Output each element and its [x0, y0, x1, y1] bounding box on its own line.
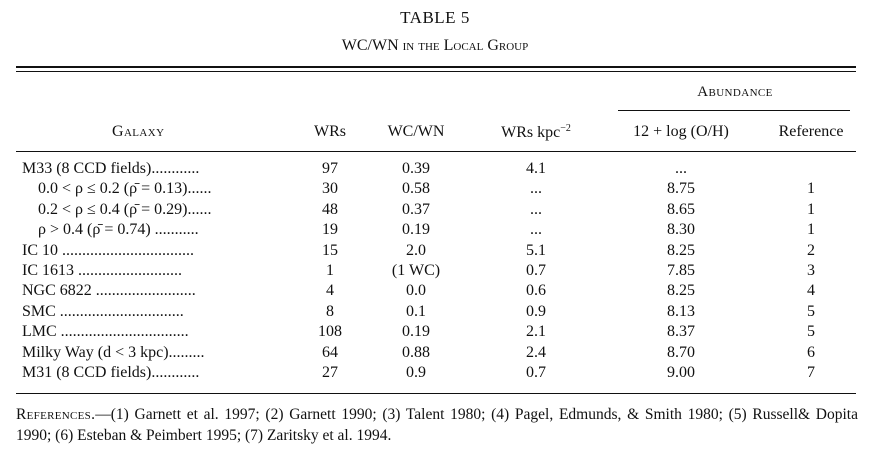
cell-wrs-kpc: 5.1: [526, 241, 546, 259]
cell-galaxy: M33 (8 CCD fields)............: [22, 160, 200, 177]
references-note: [16, 404, 858, 446]
cell-wrs: 19: [322, 221, 338, 239]
table-row: [0, 344, 870, 364]
top-double-rule-1: [16, 66, 856, 68]
abundance-group-header: Abundance: [697, 84, 773, 100]
table-title: WC/WN in the Local Group: [341, 37, 529, 54]
cell-galaxy: M31 (8 CCD fields)............: [22, 364, 200, 381]
cell-wrs: 48: [322, 200, 338, 218]
cell-oh: 8.75: [667, 180, 695, 198]
cell-galaxy: IC 10 .................................: [22, 241, 194, 259]
abundance-rule: [618, 110, 850, 111]
cell-wcwn: 0.19: [402, 323, 430, 341]
cell-wcwn: 0.19: [402, 221, 430, 239]
cell-reference: 6: [807, 343, 815, 361]
cell-wrs: 1: [326, 262, 334, 279]
table-row: [0, 262, 870, 282]
header-wrs-kpc-exponent: −2: [560, 123, 571, 134]
cell-galaxy: SMC ...............................: [22, 302, 184, 320]
cell-reference: 5: [807, 323, 815, 341]
cell-wrs: 108: [318, 323, 342, 341]
header-wrs: WRs: [314, 123, 346, 140]
cell-galaxy: ρ > 0.4 (ρ̄ = 0.74) ...........: [38, 221, 199, 239]
cell-oh: 7.85: [667, 262, 695, 279]
cell-wcwn: 0.58: [402, 180, 430, 198]
cell-galaxy: NGC 6822 .........................: [22, 282, 196, 300]
cell-galaxy: IC 1613 ..........................: [22, 262, 182, 279]
cell-wcwn: 0.9: [406, 364, 426, 381]
cell-wrs-kpc: ...: [530, 180, 542, 198]
table-row: [0, 282, 870, 302]
cell-wrs-kpc: ...: [530, 221, 542, 239]
cell-oh: 8.25: [667, 282, 695, 300]
cell-wrs-kpc: 4.1: [526, 160, 546, 177]
header-wcwn: WC/WN: [387, 123, 445, 140]
cell-wrs: 8: [326, 302, 334, 320]
cell-wrs-kpc: 0.6: [526, 282, 546, 300]
table-row: [0, 180, 870, 200]
header-rule: [16, 151, 856, 152]
cell-wrs: 15: [322, 241, 338, 259]
cell-oh: 8.30: [667, 221, 695, 239]
cell-oh: 8.13: [667, 302, 695, 320]
table-number: TABLE 5: [400, 8, 470, 27]
cell-reference: 1: [807, 200, 815, 218]
cell-wcwn: 2.0: [406, 241, 426, 259]
table-row: [0, 242, 870, 262]
cell-oh: 8.25: [667, 241, 695, 259]
references-label: References.: [16, 406, 96, 423]
cell-reference: 4: [807, 282, 815, 300]
table-row: [0, 303, 870, 323]
cell-galaxy: 0.2 < ρ ≤ 0.4 (ρ̄ = 0.29)......: [38, 200, 212, 218]
cell-reference: 7: [807, 364, 815, 381]
cell-wrs-kpc: 2.4: [526, 343, 546, 361]
header-wrs-kpc-label: WRs kpc: [501, 124, 561, 141]
cell-wcwn: 0.37: [402, 200, 430, 218]
cell-wrs-kpc: 0.7: [526, 262, 546, 279]
cell-galaxy: Milky Way (d < 3 kpc).........: [22, 343, 205, 361]
header-wrs-kpc: [486, 123, 586, 142]
table-row: [0, 323, 870, 343]
cell-oh: 8.37: [667, 323, 695, 341]
cell-wcwn: 0.39: [402, 160, 430, 177]
cell-wrs-kpc: 0.7: [526, 364, 546, 381]
cell-reference: 5: [807, 302, 815, 320]
table-row: [0, 364, 870, 384]
cell-reference: 2: [807, 241, 815, 259]
bottom-rule: [16, 393, 856, 394]
top-double-rule-2: [16, 71, 856, 72]
table-row: [0, 221, 870, 241]
cell-oh: 8.65: [667, 200, 695, 218]
cell-oh: ...: [675, 160, 687, 177]
table-row: [0, 201, 870, 221]
cell-reference: 3: [807, 262, 815, 279]
cell-wrs-kpc: 0.9: [526, 302, 546, 320]
cell-galaxy: LMC ................................: [22, 323, 189, 341]
cell-wrs: 4: [326, 282, 334, 300]
cell-wrs-kpc: 2.1: [526, 323, 546, 341]
references-text: —(1) Garnett et al. 1997; (2) Garnett 1990; (3) Talent 1980; (4) Pagel, Edmunds, & Smith 1980; (5) Russell& Dopita 1990; (6) Esteban & Peimbert 1995; (7) Zaritsky et al. 1994.: [16, 406, 858, 444]
cell-wrs-kpc: ...: [530, 200, 542, 218]
cell-oh: 8.70: [667, 343, 695, 361]
header-oh: 12 + log (O/H): [633, 123, 729, 140]
cell-wcwn: (1 WC): [391, 262, 441, 279]
cell-wcwn: 0.1: [406, 302, 426, 320]
cell-oh: 9.00: [667, 364, 695, 381]
header-reference: Reference: [778, 123, 844, 140]
cell-reference: 1: [807, 221, 815, 239]
cell-galaxy: 0.0 < ρ ≤ 0.2 (ρ̄ = 0.13)......: [38, 180, 212, 198]
cell-reference: 1: [807, 180, 815, 198]
cell-wrs: 64: [322, 343, 338, 361]
cell-wcwn: 0.88: [402, 343, 430, 361]
cell-wrs: 27: [322, 364, 338, 381]
cell-wrs: 30: [322, 180, 338, 198]
cell-wcwn: 0.0: [406, 282, 426, 300]
cell-wrs: 97: [322, 160, 338, 177]
header-galaxy: Galaxy: [112, 123, 165, 140]
table-row: [0, 160, 870, 180]
